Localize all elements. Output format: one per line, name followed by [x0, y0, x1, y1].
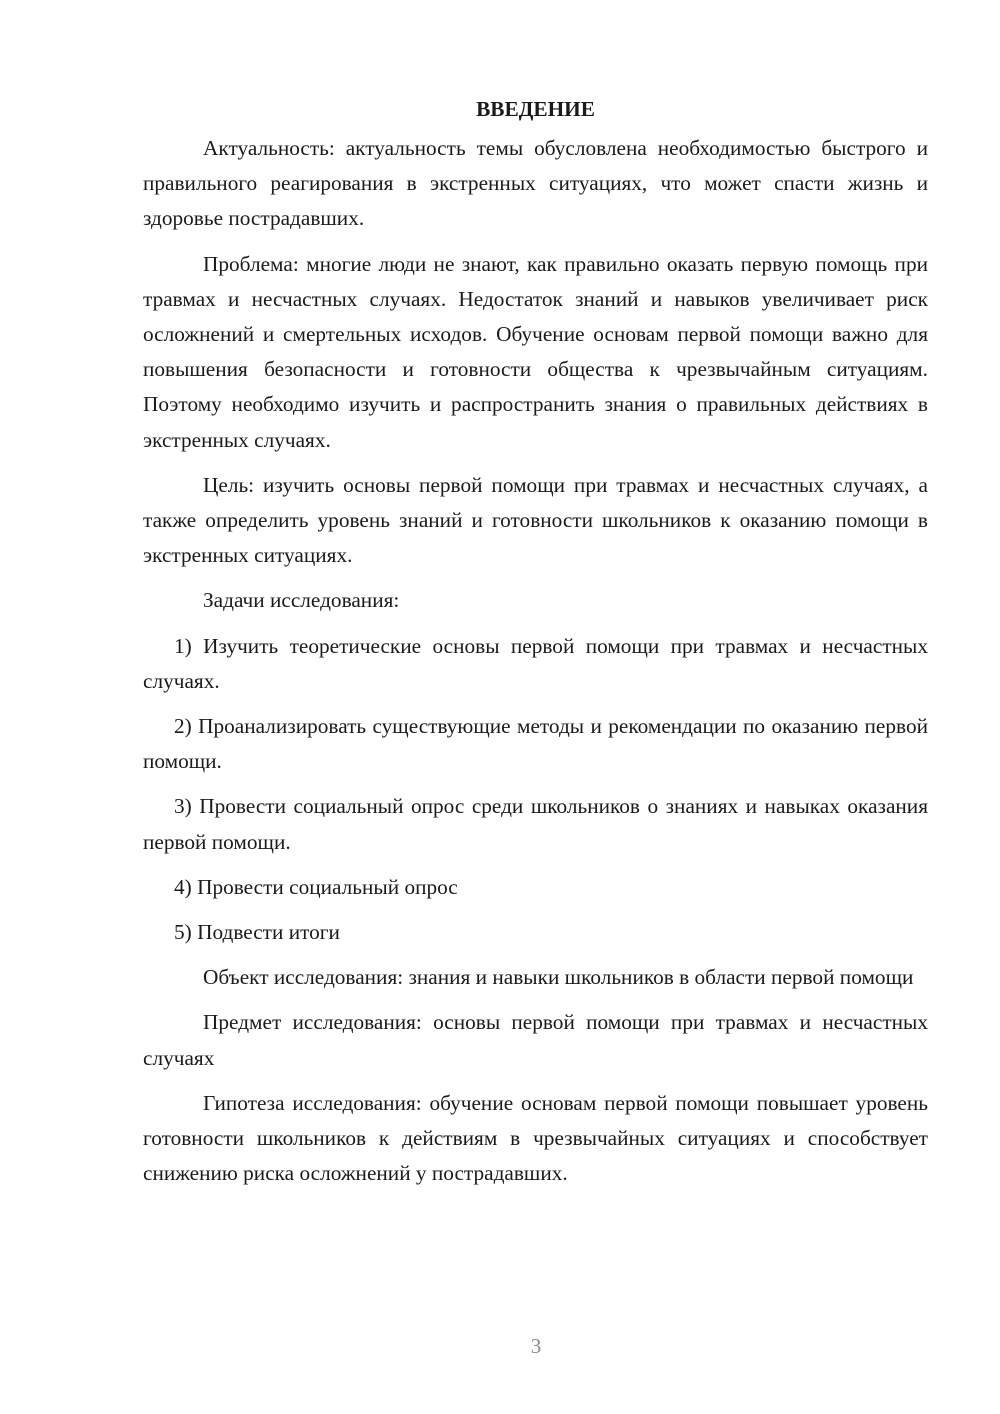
- task-item-3: 3) Провести социальный опрос среди школьников о знаниях и навыках оказания первой помощи.: [143, 794, 928, 854]
- paragraph-relevance: Актуальность: актуальность темы обусловлена необходимостью быстрого и правильного реагирования в экстренных ситуациях, что может спасти жизнь и здоровье пострадавших.: [143, 136, 928, 231]
- paragraph-goal: Цель: изучить основы первой помощи при травмах и несчастных случаях, а также определить уровень знаний и готовности школьников к оказанию помощи в экстренных ситуациях.: [143, 472, 928, 568]
- page-number: 3: [530, 1334, 542, 1358]
- tasks-heading: Задачи исследования:: [203, 588, 400, 613]
- paragraph-object: Объект исследования: знания и навыки школьников в области первой помощи: [203, 965, 914, 990]
- task-item-4: 4) Провести социальный опрос: [174, 874, 458, 899]
- paragraph-problem: Проблема: многие люди не знают, как правильно оказать первую помощь при травмах и несчастных случаях. Недостаток знаний и навыков увеличивает риск осложнений и смертельных исходов. Обучение основам первой помощи важно для повышения безопасности и готовности общества к чрезвычайным ситуациям. Поэтому необходимо изучить и распространить знания о правильных действиях в экстренных случаях.: [143, 251, 928, 452]
- task-item-5: 5) Подвести итоги: [174, 920, 340, 945]
- task-item-1: 1) Изучить теоретические основы первой помощи при травмах и несчастных случаях.: [143, 633, 928, 693]
- paragraph-subject: Предмет исследования: основы первой помощи при травмах и несчастных случаях: [143, 1010, 928, 1070]
- paragraph-hypothesis: Гипотеза исследования: обучение основам первой помощи повышает уровень готовности школьников к действиям в чрезвычайных ситуациях и способствует снижению риска осложнений у пострадавших.: [143, 1090, 928, 1186]
- page-title: ВВЕДЕНИЕ: [476, 97, 595, 121]
- document-page: [143, 92, 928, 1201]
- task-item-2: 2) Проанализировать существующие методы и рекомендации по оказанию первой помощи.: [143, 714, 928, 774]
